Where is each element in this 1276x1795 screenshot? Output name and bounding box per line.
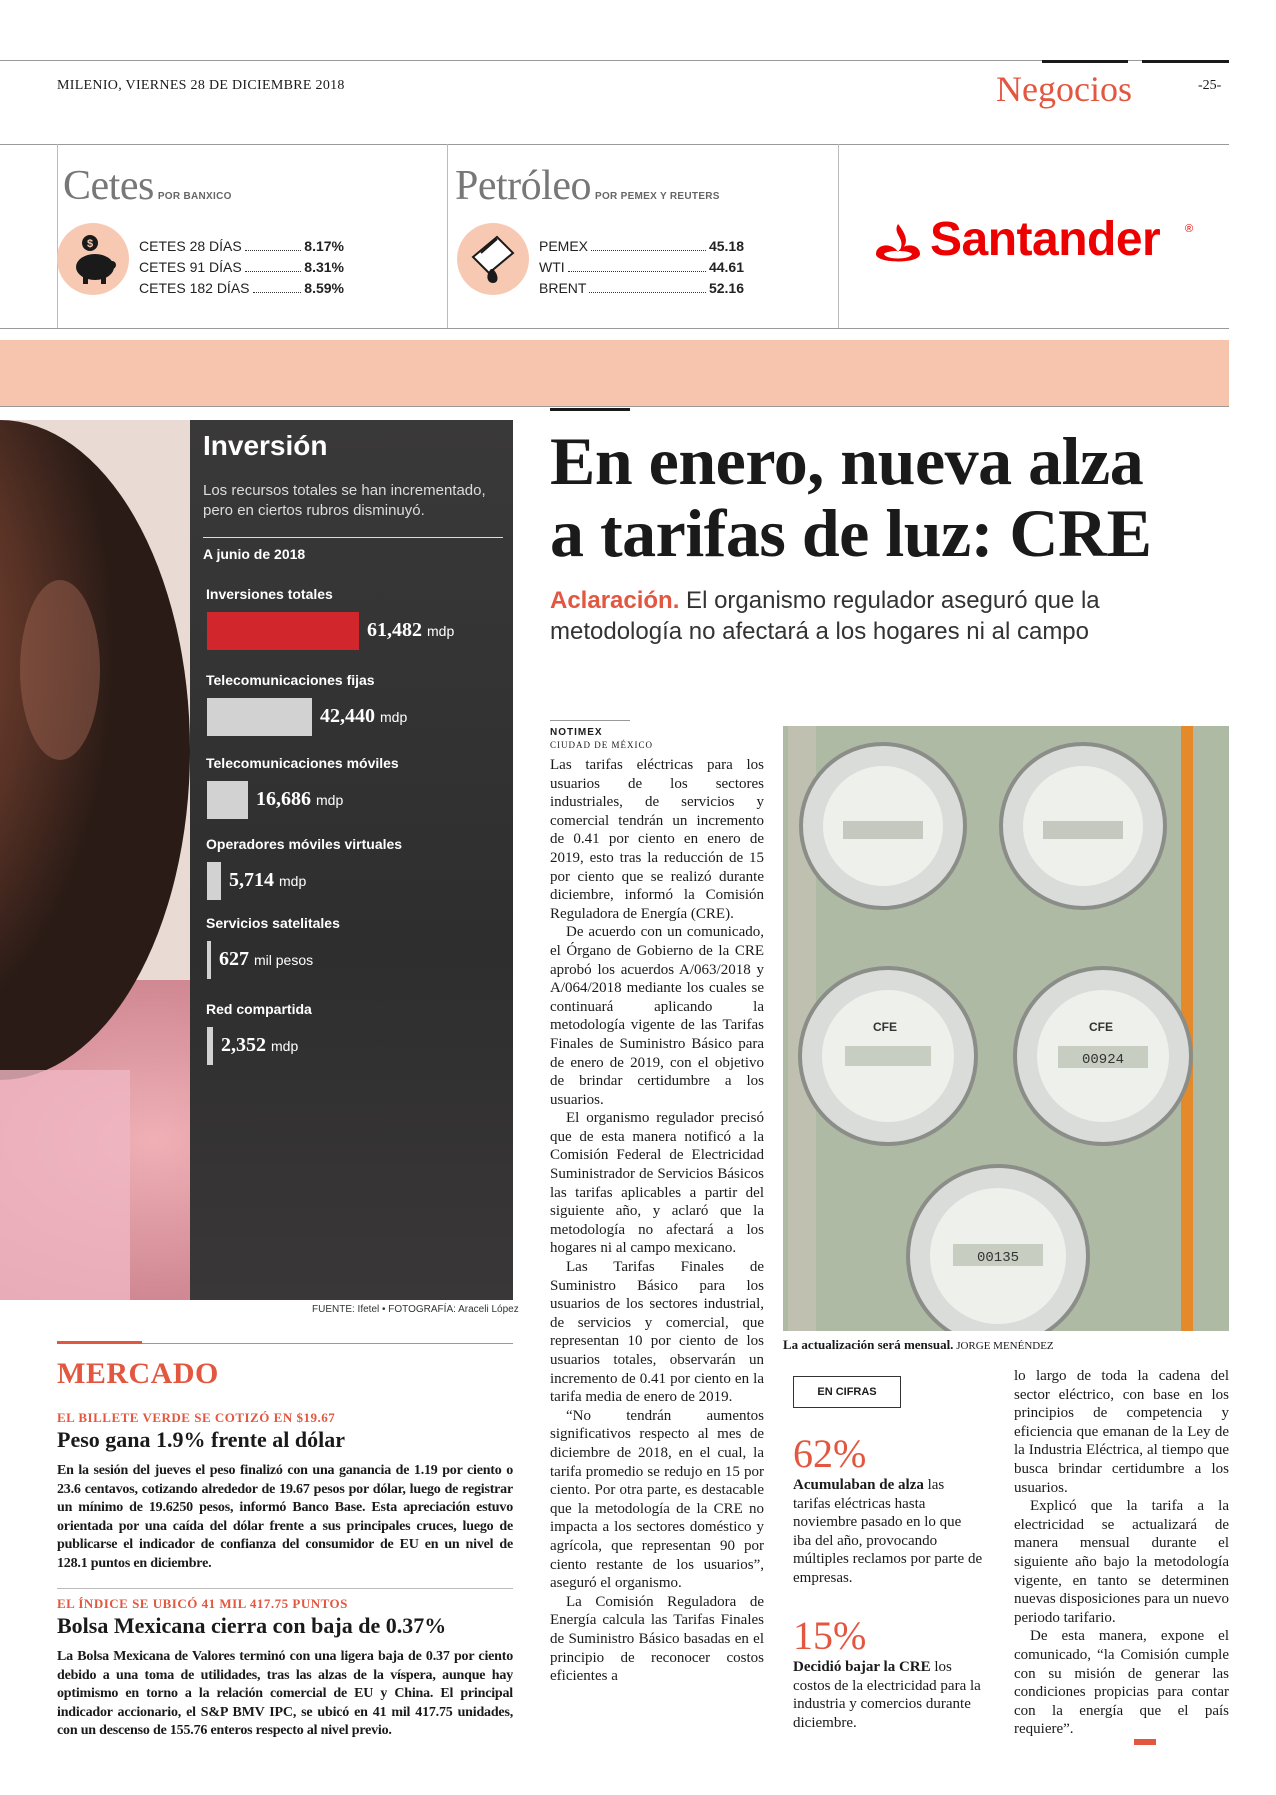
stat-62: 62%: [793, 1431, 867, 1476]
story-headline: Bolsa Mexicana cierra con baja de 0.37%: [57, 1613, 447, 1638]
article-paragraph: De acuerdo con un comunicado, el Órgano de Gobierno de la CRE aprobó los acuerdos A/063/2018 y A/064/2018 mediante los cuales se continuará aplicando la metodología vigente de las Tarifas Finales de Suministro Básico para de enero de 2019, con el objetivo de brindar certidumbre a los usuarios.: [550, 924, 764, 1108]
cifras-label: EN CIFRAS: [793, 1376, 901, 1408]
meter-reading: 00924: [1081, 1052, 1125, 1068]
bar-number: 16,686: [256, 788, 311, 810]
caption-text: La actualización será mensual.: [783, 1337, 954, 1352]
bar-label: Telecomunicaciones fijas: [206, 672, 375, 688]
article-paragraph: La Comisión Reguladora de Energía calcula las Tarifas Finales de Suministro Básico basadas en el principio de reconocer costos eficientes a: [550, 1593, 764, 1685]
section-title: Negocios: [996, 69, 1132, 109]
article-paragraph: Las tarifas eléctricas para los usuarios de los sectores industriales, de servicios y comercial tendrán un incremento de 0.41 por ciento en enero de 2019, esto tras la reducción de 15 por ciento que se realizó durante diciembre, informó la Comisión Reguladora de Energía (CRE).: [550, 757, 764, 922]
rate-label: CETES 91 DÍAS: [139, 259, 242, 275]
divider: [838, 144, 839, 328]
rate-label: CETES 28 DÍAS: [139, 238, 242, 254]
oil-label: WTI: [539, 259, 565, 275]
article-paragraph: Explicó que la tarifa a la electricidad se actualizará de manera mensual durante el siguiente año bajo la metodología vigente, en tanto se determinen nuevas disposiciones para un nuevo periodo tarifario.: [1014, 1498, 1229, 1626]
infographic-divider: [203, 537, 503, 538]
bar-unit: mdp: [279, 873, 307, 889]
petroleo-title: Petróleo: [455, 163, 591, 209]
byline: NOTIMEX: [550, 727, 603, 738]
oil-drop-icon: [457, 223, 529, 295]
oil-row: [539, 236, 744, 257]
bar-label: Servicios satelitales: [206, 915, 340, 931]
cetes-source: POR BANXICO: [157, 191, 232, 202]
story-divider: [57, 1588, 513, 1589]
registered-mark: ®: [1185, 223, 1194, 235]
divider: [447, 144, 448, 328]
piggy-bank-icon: [57, 223, 129, 295]
oil-label: BRENT: [539, 280, 587, 296]
story-headline: Peso gana 1.9% frente al dólar: [57, 1427, 346, 1452]
story-kicker: EL ÍNDICE SE UBICÓ 41 MIL 417.75 PUNTOS: [57, 1596, 348, 1611]
headline-line-2: a tarifas de luz: CRE: [550, 495, 1152, 571]
markets-bottom-rule: [0, 328, 1229, 329]
stat-62-text: [793, 1476, 983, 1587]
svg-text:$: $: [86, 238, 94, 250]
oil-label: PEMEX: [539, 238, 589, 254]
rate-value: 8.59%: [304, 280, 344, 296]
inversion-bar: [207, 1027, 213, 1065]
mercado-title: MERCADO: [57, 1357, 219, 1390]
stat-rest: las tarifas eléctricas hasta noviembre pasado en lo que iba del año, provocando múltiples reclamos por parte de empresas.: [793, 1477, 983, 1586]
bar-label: Inversiones totales: [206, 586, 333, 602]
article-deck: [550, 585, 1230, 647]
article-column-1: [550, 756, 764, 1686]
bar-unit: mdp: [427, 623, 455, 639]
bar-unit: mdp: [380, 709, 408, 725]
bar-value: [221, 1034, 298, 1057]
bar-value: [219, 948, 313, 971]
headline-accent-rule: [550, 408, 630, 411]
bar-label: Operadores móviles virtuales: [206, 836, 403, 852]
article-paragraph: Las Tarifas Finales de Suministro Básico para los usuarios de los sectores industrial, de servicios y comercial, que representan 10 por ciento de los usuarios totales, observarán un incremento de 0.41 por ciento en la tarifa media de enero de 2019.: [550, 1259, 764, 1406]
bar-number: 42,440: [320, 705, 375, 727]
infographic-title: Inversión: [203, 430, 328, 461]
petroleo-heading: [455, 162, 720, 210]
mercado-accent-rule: [57, 1341, 142, 1344]
ad-band: [0, 340, 1229, 406]
petroleo-table: [539, 236, 744, 299]
inversion-bar: [207, 862, 221, 900]
bar-number: 627: [219, 948, 249, 970]
photo-credit: JORGE MENÉNDEZ: [953, 1340, 1054, 1352]
rate-label: CETES 182 DÍAS: [139, 280, 250, 296]
petroleo-source: POR PEMEX Y REUTERS: [594, 191, 720, 202]
infographic-subtitle: Los recursos totales se han incrementado, pero en ciertos rubros disminuyó.: [203, 482, 486, 519]
inversion-bar: [207, 781, 248, 819]
stat-rest: los costos de la electricidad para la industria y comercios durante diciembre.: [793, 1659, 981, 1731]
rate-value: 8.17%: [304, 238, 344, 254]
oil-value: 45.18: [708, 238, 744, 254]
inversion-bar: [207, 612, 359, 650]
bar-unit: mil pesos: [254, 952, 314, 968]
header-bottom-rule: [0, 144, 1229, 145]
page-number: -25-: [1198, 78, 1222, 93]
bar-value: [229, 869, 306, 892]
santander-flame-icon: [872, 222, 924, 273]
oil-value: 52.16: [708, 280, 744, 296]
santander-logo: Santander: [930, 213, 1161, 266]
oil-value: 44.61: [708, 259, 744, 275]
stat-15-text: [793, 1658, 983, 1732]
bar-unit: mdp: [271, 1038, 299, 1054]
cetes-title: Cetes: [63, 163, 154, 209]
bar-label: Red compartida: [206, 1001, 312, 1017]
bar-number: 61,482: [367, 619, 422, 641]
band-rule: [0, 406, 1229, 407]
cetes-row: [139, 257, 344, 278]
bar-unit: mdp: [316, 792, 344, 808]
dateline: CIUDAD DE MÉXICO: [550, 740, 653, 750]
deck-text: El organismo regulador aseguró que la metodología no afectará a los hogares ni al campo: [550, 587, 1100, 645]
meters-photo: [783, 726, 1229, 1331]
meter-label: CFE: [1089, 1020, 1113, 1034]
cetes-heading: [63, 162, 232, 210]
story-kicker: EL BILLETE VERDE SE COTIZÓ EN $19.67: [57, 1410, 336, 1425]
stat-15: 15%: [793, 1613, 867, 1658]
rate-value: 8.31%: [304, 259, 344, 275]
oil-row: [539, 278, 744, 299]
byline-rule: [550, 720, 630, 721]
oil-row: [539, 257, 744, 278]
meter-reading: 00135: [976, 1250, 1020, 1266]
date-line: MILENIO, VIERNES 28 DE DICIEMBRE 2018: [57, 78, 345, 93]
story-body: En la sesión del jueves el peso finalizó con una ganancia de 1.19 por ciento o 23.6 centavos, cotizando alrededor de 19.67 pesos por dólar, luego de registrar un mínimo de 19.6250 pesos, informó Banco Base. Esta apreciación estuvo orientada por una caída del dólar frente a sus principales cruces, luego de publicarse el indicador de confianza del consumidor de EU en un nivel de 128.1 puntos en diciembre.: [57, 1463, 513, 1571]
article-paragraph: lo largo de toda la cadena del sector eléctrico, con base en los principios de competencia y eficiencia que emanan de la Ley de la Industria Eléctrica, al tiempo que busca brindar certidumbre a los usuarios.: [1014, 1368, 1229, 1496]
photo-caption: [783, 1337, 1054, 1353]
stat-bold: Decidió bajar la CRE: [793, 1659, 931, 1675]
article-paragraph: De esta manera, expone el comunicado, “la Comisión cumple con su misión de generar las condiciones propicias para contar con la energía que el país requiere”.: [1014, 1628, 1229, 1738]
deck-kicker: Aclaración.: [550, 587, 680, 614]
header-accent-rule: [1042, 60, 1128, 63]
cetes-row: [139, 236, 344, 257]
infographic-credit: FUENTE: Ifetel • FOTOGRAFÍA: Araceli López: [312, 1304, 519, 1315]
article-headline: [550, 425, 1230, 569]
bar-value: [320, 705, 407, 728]
article-paragraph: “No tendrán aumentos significativos respecto al mes de diciembre de 2018, en el cual, la tarifa promedio se redujo en 15 por ciento. Por otra parte, es destacable que la metodología de la CRE no impacta a los sectores doméstico y agrícola, que representan 90 por ciento restante de los usuarios”, aseguró el organismo.: [550, 1407, 764, 1592]
infographic-date: A junio de 2018: [203, 546, 306, 562]
stat-bold: Acumulaban de alza: [793, 1477, 924, 1493]
story-body: La Bolsa Mexicana de Valores terminó con una ligera baja de 0.37 por ciento debido a una toma de utilidades, tras las alzas de la víspera, aunque hay optimismo en torno a la relación comercial de EU y China. El principal indicador accionario, el S&P BMV IPC, se ubicó en 41 mil 417.75 unidades, con un descenso de 155.76 enteros respecto al nivel previo.: [57, 1649, 513, 1738]
end-mark: [1134, 1739, 1156, 1745]
bar-label: Telecomunicaciones móviles: [206, 755, 399, 771]
bar-number: 5,714: [229, 869, 274, 891]
headline-line-1: En enero, nueva alza: [550, 423, 1144, 499]
bar-number: 2,352: [221, 1034, 266, 1056]
bar-value: [367, 619, 454, 642]
cetes-table: [139, 236, 344, 299]
cetes-row: [139, 278, 344, 299]
inversion-bar: [207, 698, 312, 736]
article-column-3: [1014, 1367, 1229, 1739]
inversion-bar: [207, 941, 211, 979]
article-paragraph: El organismo regulador precisó que de esta manera notificó a la Comisión Federal de Electricidad Suministrador de Servicios Básicos las tarifas aplicables a partir del siguiente año, y aclaró que la metodología no afectará a los hogares ni al campo mexicano.: [550, 1110, 764, 1257]
bar-value: [256, 788, 343, 811]
header-accent-rule-2: [1142, 60, 1229, 63]
meter-label: CFE: [873, 1020, 897, 1034]
